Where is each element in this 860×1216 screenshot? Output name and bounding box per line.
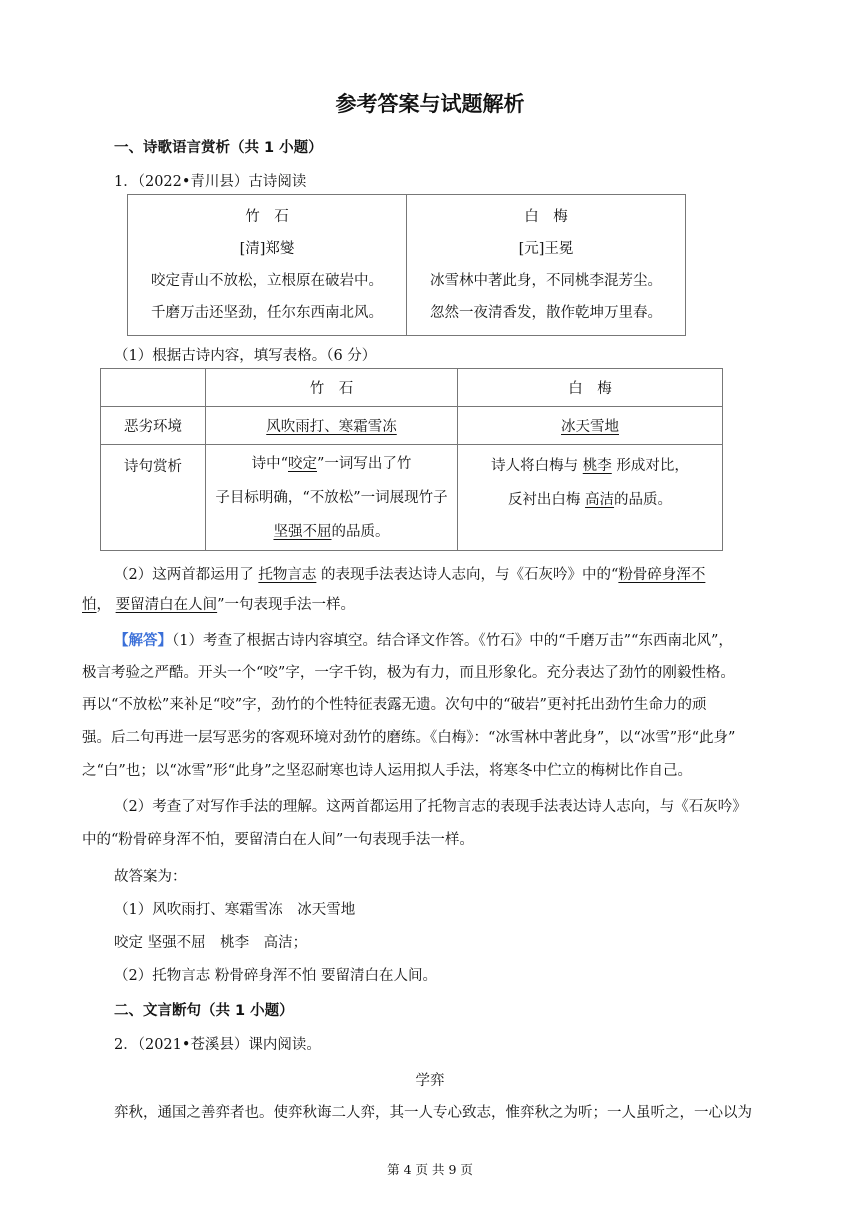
- question-1-part-1: （1）根据古诗内容，填写表格。（6 分）: [114, 348, 377, 364]
- poem-line: 忽然一夜清香发，散作乾坤万里春。: [430, 305, 662, 321]
- table-header: 白 梅: [458, 369, 723, 407]
- answer-line: （1）风吹雨打、寒霜雪冻 冰天雪地: [114, 902, 356, 918]
- cell-text: 形成对比，: [616, 458, 689, 474]
- page-title: 参考答案与试题解析: [335, 92, 525, 116]
- question-1-part-2: [114, 563, 705, 584]
- answer-line: （2）托物言志 粉骨碎身浑不怕 要留清白在人间。: [114, 968, 437, 984]
- poem-line: 咬定青山不放松，立根原在破岩中。: [151, 273, 383, 289]
- answer-line: 故答案为：: [114, 869, 187, 885]
- table-cell: [458, 407, 723, 445]
- answer-blank: 风吹雨打、寒霜雪冻: [266, 419, 397, 435]
- answer-line: 强。后二句再进一层写恶劣的客观环境对劲竹的磨练。《白梅》：“冰雪林中著此身”，以“冰雪”形“此身”: [82, 730, 736, 746]
- answer-blank: 粉骨碎身浑不: [618, 567, 706, 583]
- text: ，: [96, 597, 111, 613]
- cell-text: ”一词写出了竹: [317, 455, 412, 472]
- passage-title: 学弈: [415, 1073, 445, 1089]
- answer-line: 极言考验之严酷。开头一个“咬”字，一字千钧，极为有力，而且形象化。充分表达了劲竹的刚毅性格。: [82, 665, 735, 681]
- poem-author: [清]郑燮: [239, 241, 295, 257]
- poem-title: 竹 石: [245, 209, 289, 225]
- poem-author: [元]王冕: [518, 241, 574, 257]
- table-cell: [458, 445, 723, 551]
- text: （2）这两首都运用了: [114, 567, 254, 583]
- text: 的表现手法表达诗人志向，与《石灰吟》中的“: [320, 567, 619, 583]
- poem-baimei: [407, 195, 686, 336]
- table-header: 竹 石: [206, 369, 458, 407]
- answer-line: 之“白”也；以“冰雪”形“此身”之坚忍耐寒也诗人运用拟人手法，将寒冬中伫立的梅树比作自己。: [82, 763, 692, 779]
- answer-blank: 托物言志: [258, 567, 317, 583]
- cell-text: 的品质。: [614, 492, 673, 508]
- answer-line: （2）考查了对写作手法的理解。这两首都运用了托物言志的表现手法表达诗人志向，与《石灰吟》: [114, 799, 747, 815]
- answer-blank: 怕: [82, 597, 97, 613]
- cell-text: 的品质。: [331, 523, 390, 540]
- poem-zhushi: [128, 195, 407, 336]
- answer-blank: 坚强不屈: [273, 523, 332, 540]
- answer-blank: 冰天雪地: [561, 419, 619, 435]
- answer-blank: 高洁: [585, 492, 615, 508]
- section-heading-1: 一、诗歌语言赏析（共 1 小题）: [114, 140, 323, 156]
- section-heading-2: 二、文言断句（共 1 小题）: [114, 1003, 294, 1019]
- table-corner: [101, 369, 206, 407]
- passage-text: 弈秋，通国之善弈者也。使弈秋诲二人弈，其一人专心致志，惟弈秋之为听；一人虽听之，一心以为: [114, 1105, 752, 1121]
- answer-blank: 要留清白在人间: [115, 597, 218, 613]
- poem-table: [127, 194, 686, 336]
- page-footer: 第 4 页 共 9 页: [387, 1162, 473, 1177]
- table-cell: [206, 445, 458, 551]
- question-1-part-2-cont: [82, 593, 355, 614]
- text: ”一句表现手法一样。: [217, 597, 356, 613]
- question-1-heading: 1．（2022•青川县）古诗阅读: [114, 174, 307, 190]
- cell-text: 反衬出白梅: [507, 492, 581, 508]
- answer-blank: 桃李: [582, 458, 612, 474]
- question-2-heading: 2．（2021•苍溪县）课内阅读。: [114, 1037, 321, 1053]
- answer-table: [100, 368, 723, 551]
- row-label: 诗句赏析: [101, 445, 206, 551]
- answer-blank: 咬定: [288, 455, 317, 472]
- cell-text: 诗人将白梅与: [491, 458, 579, 474]
- poem-title: 白 梅: [524, 209, 568, 225]
- answer-line: 咬定 坚强不屈 桃李 高洁；: [114, 935, 308, 951]
- cell-text: 子目标明确，“不放松”一词展现竹子: [215, 489, 448, 506]
- answer-line: 再以“不放松”来补足“咬”字，劲竹的个性特征表露无遗。次句中的“破岩”更衬托出劲竹生命力的顽: [82, 697, 707, 713]
- answer-line: [114, 629, 733, 650]
- answer-tag: 【解答】: [114, 632, 172, 649]
- text: （1）考查了根据古诗内容填空。结合译文作答。《竹石》中的“千磨万击”“东西南北风”，: [172, 633, 733, 649]
- answer-line: 中的“粉骨碎身浑不怕，要留清白在人间”一句表现手法一样。: [82, 832, 474, 848]
- poem-line: 冰雪林中著此身，不同桃李混芳尘。: [430, 273, 662, 289]
- row-label: 恶劣环境: [101, 407, 206, 445]
- cell-text: 诗中“: [251, 455, 288, 472]
- poem-line: 千磨万击还坚劲，任尔东西南北风。: [151, 305, 383, 321]
- table-cell: [206, 407, 458, 445]
